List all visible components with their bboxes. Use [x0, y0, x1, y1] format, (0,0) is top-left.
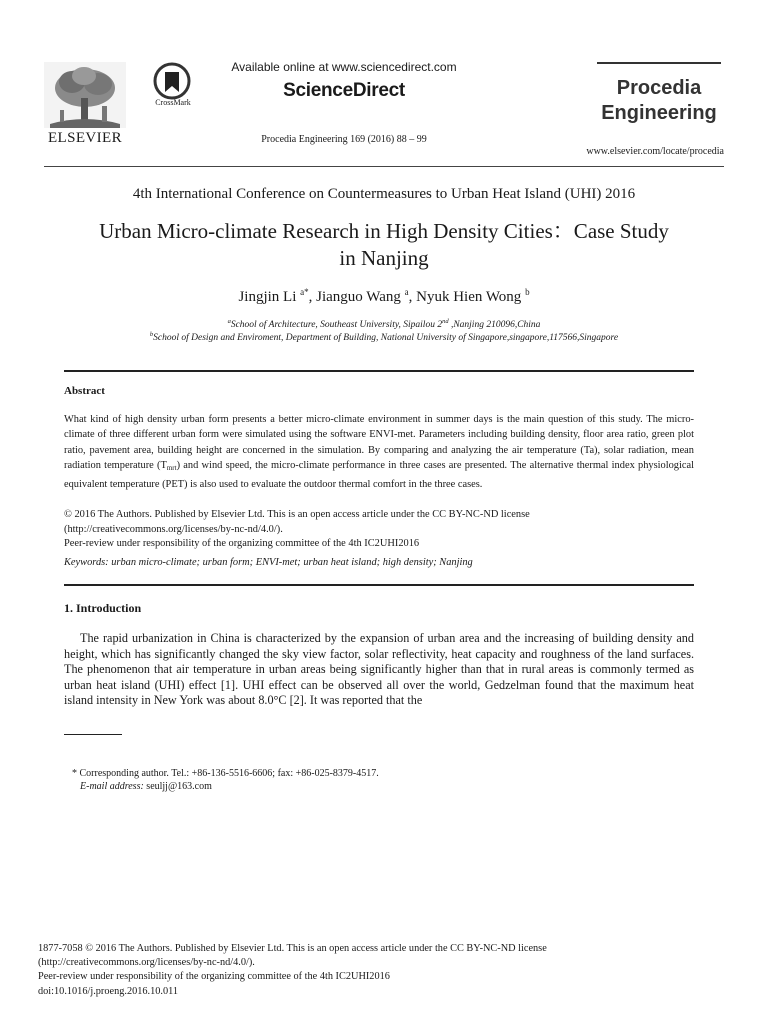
journal-title — [590, 76, 728, 126]
author-name: Nyuk Hien Wong — [416, 289, 522, 305]
author-affiliation-mark: b — [525, 287, 530, 297]
conference-name: 4th International Conference on Countermeasures to Urban Heat Island (UHI) 2016 — [132, 186, 636, 202]
affiliation-b — [44, 331, 724, 343]
affiliation-mark: a — [227, 318, 231, 325]
issn-copyright-line: 1877-7058 © 2016 The Authors. Published by Elsevier Ltd. This is an open access article under the CC BY-NC-ND license — [38, 943, 547, 954]
paper-title — [44, 218, 724, 272]
header-divider — [44, 166, 724, 167]
elsevier-logo — [44, 62, 126, 148]
footnote-rule — [64, 734, 122, 735]
sciencedirect-logo: ScienceDirect — [283, 80, 405, 101]
bottom-license-block — [38, 942, 678, 999]
journal-title-rule — [597, 62, 721, 64]
paper-title-line2: in Nanjing — [339, 246, 429, 270]
author-name: Jingjin Li — [238, 289, 297, 305]
crossmark-icon — [152, 62, 192, 100]
bottom-license-link[interactable]: (http://creativecommons.org/licenses/by-nc-nd/4.0/). — [38, 957, 255, 969]
crossmark-label: CrossMark — [155, 98, 191, 107]
affiliation-text: School of Design and Enviroment, Department of Building, National University of Singapore,singapore,117566,Singapore — [153, 333, 619, 344]
abstract-body — [64, 412, 694, 492]
author-name: Jianguo Wang — [316, 289, 401, 305]
available-online-text: Available online at www.sciencedirect.com — [231, 60, 457, 74]
introduction-body: The rapid urbanization in China is characterized by the expansion of urban area and the increasing of building density and height, which has significantly changed the sky view factor, solar reflectivity, heat capacity and roughness of the land surfaces. The phenomenon that air temperature in urban areas being significantly higher than that in rural areas is commonly termed as urban heat island (UHI) effect [1]. UHI effect can be observed all over the world, Gedzelman found that the maximum heat island intensity in New York was about 8.0°C [2]. It was reported that the — [64, 631, 694, 708]
journal-title-line1: Procedia — [616, 77, 702, 99]
email-address[interactable]: seuljj@163.com — [143, 781, 212, 792]
paper-title-line1: Urban Micro-climate Research in High Density Cities：Case Study — [99, 219, 669, 243]
bottom-peer-review: Peer-review under responsibility of the organizing committee of the 4th IC2UHI2016 — [38, 971, 390, 983]
keywords: Keywords: urban micro-climate; urban form; ENVI-met; urban heat island; high density; Nanjing — [64, 557, 473, 568]
author-separator: , — [408, 289, 417, 305]
author-list — [44, 287, 724, 306]
email-label: E-mail address: — [80, 781, 144, 792]
introduction-heading: 1. Introduction — [64, 601, 142, 615]
abstract-top-rule — [64, 370, 694, 372]
journal-citation: Procedia Engineering 169 (2016) 88 – 99 — [261, 134, 427, 145]
copyright-line: © 2016 The Authors. Published by Elsevier Ltd. This is an open access article under the CC BY-NC-ND license — [64, 509, 530, 520]
peer-review-note: Peer-review under responsibility of the organizing committee of the 4th IC2UHI2016 — [64, 538, 420, 549]
doi[interactable]: doi:10.1016/j.proeng.2016.10.011 — [38, 985, 179, 997]
license-link[interactable]: (http://creativecommons.org/licenses/by-nc-nd/4.0/). — [64, 523, 283, 535]
affiliation-a — [44, 318, 724, 330]
copyright-notice — [64, 508, 694, 552]
abstract-text-part2: ) and wind speed, the micro-climate performance in three cases are presented. The alternative thermal index physiological equivalent temperature (PET) is also used to evaluate the outdoor thermal comfort in the three cases. — [64, 460, 694, 490]
journal-url-link[interactable]: www.elsevier.com/locate/procedia — [586, 146, 724, 157]
author-affiliation-mark: a* — [300, 287, 309, 297]
abstract-text-part1: What kind of high density urban form presents a better micro-climate environment in summer days is the main question of this study. The micro-climate of three different urban form were simulated using the software ENVI-met. Parameters including building density, floor area ratio, green plot ratio, pavement area, building height are concerned in the simulation. By comparing and analyzing the air temperature (Ta), solar radiation, mean radiation temperature (T — [64, 414, 694, 472]
abstract-heading: Abstract — [64, 385, 105, 397]
abstract-subscript: mrt — [166, 464, 177, 473]
publisher-name: ELSEVIER — [47, 130, 123, 146]
email-note — [80, 781, 700, 792]
affiliation-text-end: ,Nanjing 210096,China — [448, 320, 541, 331]
author-separator: , — [308, 289, 317, 305]
journal-title-line2: Engineering — [601, 102, 717, 124]
affiliation-text: School of Architecture, Southeast University, Sipailou 2 — [230, 320, 443, 331]
affiliation-ordinal: nd — [442, 318, 449, 325]
author-affiliation-mark: a — [404, 287, 409, 297]
corresponding-author-note: * Corresponding author. Tel.: +86-136-5516-6606; fax: +86-025-8379-4517. — [72, 768, 379, 779]
affiliation-mark: b — [149, 331, 154, 338]
abstract-bottom-rule — [64, 584, 694, 586]
